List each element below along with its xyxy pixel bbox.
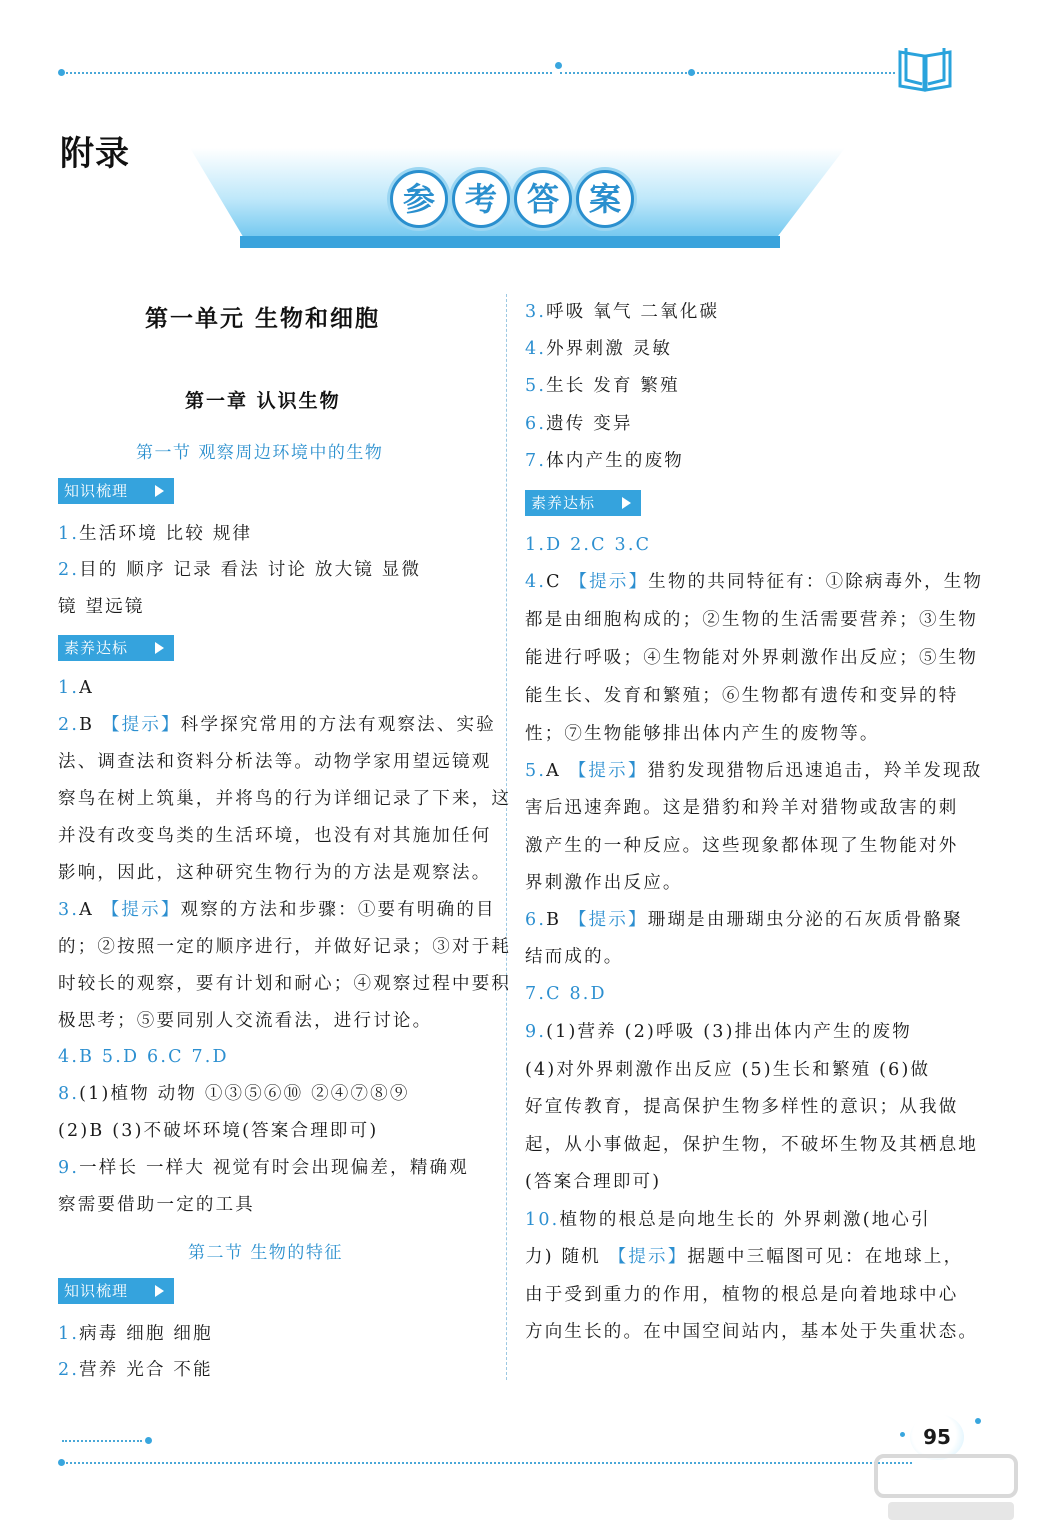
answer-text: 影响，因此，这种研究生物行为的方法是观察法。 — [58, 863, 492, 883]
answer-text: 病毒 细胞 细胞 — [79, 1324, 213, 1344]
arrow-right-icon — [155, 642, 164, 654]
item-number: 7. — [525, 451, 547, 471]
section-title: 第一节 观察周边环境中的生物 — [136, 443, 384, 463]
answer-text: 科学探究常用的方法有观察法、实验 — [180, 715, 496, 735]
banner-char: 考 — [452, 170, 510, 228]
item-number: 10. — [525, 1210, 560, 1230]
hint-label: 【提示】 — [101, 900, 181, 920]
item-number: 2. — [58, 1360, 80, 1380]
answer-line — [525, 300, 719, 324]
banner-title — [390, 170, 634, 228]
answer-line — [58, 1156, 469, 1180]
answer-text: 一样长 一样大 视觉有时会出现偏差，精确观 — [79, 1158, 469, 1178]
answer-text: 由于受到重力的作用，植物的根总是向着地球中心 — [525, 1285, 959, 1305]
answer-line — [58, 898, 496, 922]
item-number: 1. — [58, 678, 80, 698]
answer-line — [525, 1020, 912, 1044]
chapter-title: 第一章 认识生物 — [185, 390, 341, 412]
answer-line — [58, 824, 491, 848]
item-number: 2. — [58, 715, 80, 735]
answer-line — [58, 676, 94, 700]
item-number: 1. — [58, 524, 80, 544]
item-number: 4. — [525, 339, 547, 359]
tag-label: 知识梳理 — [64, 1282, 129, 1300]
answer-line — [58, 787, 511, 811]
answer-text: 生长 发育 繁殖 — [546, 376, 680, 396]
answer-line — [58, 713, 496, 737]
answer-text: (4)对外界刺激作出反应 (5)生长和繁殖 (6)做 — [525, 1060, 931, 1080]
open-book-icon — [896, 44, 954, 92]
answer-line — [525, 1058, 930, 1082]
tag-label: 知识梳理 — [64, 482, 129, 500]
hint-label: 【提示】 — [608, 1247, 688, 1267]
answer-text: 好宣传教育，提高保护生物多样性的意识；从我做 — [525, 1097, 959, 1117]
answer-text: 镜 望远镜 — [58, 597, 145, 617]
footer-dotted-line — [62, 1462, 912, 1464]
arrow-right-icon — [155, 1285, 164, 1297]
watermark-logo-icon — [868, 1448, 1028, 1528]
tag-label: 素养达标 — [64, 639, 129, 657]
answer-text: 观察的方法和步骤：①要有明确的目 — [180, 900, 496, 920]
answer-line: 1.D 2.C 3.C — [525, 535, 652, 555]
answer-line — [58, 1193, 255, 1217]
answer-text: B — [546, 910, 569, 930]
answer-line — [525, 449, 684, 473]
answer-line: 7.C 8.D — [525, 984, 607, 1004]
header-dot — [58, 69, 65, 76]
answer-text: 目的 顺序 记录 看法 讨论 放大镜 显微 — [79, 560, 422, 580]
page-number: 95 — [910, 1414, 964, 1460]
answer-line — [525, 871, 683, 895]
header-dot — [688, 69, 695, 76]
answer-line — [525, 1170, 661, 1194]
answer-text: (1)营养 (2)呼吸 (3)排出体内产生的废物 — [546, 1022, 912, 1042]
answer-text: 体内产生的废物 — [546, 451, 685, 471]
item-number: 4. — [525, 572, 547, 592]
answer-text: 害后迅速奔跑。这是猎豹和羚羊对猎物或敌害的刺 — [525, 798, 959, 818]
tag-label: 素养达标 — [531, 494, 596, 512]
answer-text: 生活环境 比较 规律 — [79, 524, 253, 544]
footer-dot — [145, 1437, 152, 1444]
answer-text: 植物的根总是向地生长的 外界刺激(地心引 — [559, 1210, 931, 1230]
answer-text: 的；②按照一定的顺序进行，并做好记录；③对于耗 — [58, 937, 512, 957]
answer-text: 呼吸 氧气 二氧化碳 — [546, 302, 720, 322]
answer-text: A — [79, 678, 94, 698]
answer-line — [525, 412, 633, 436]
answer-line — [58, 1119, 378, 1143]
answer-line — [525, 646, 978, 670]
hint-label: 【提示】 — [568, 910, 648, 930]
item-number: 6. — [525, 414, 547, 434]
banner-char: 答 — [514, 170, 572, 228]
item-number: 3. — [58, 900, 80, 920]
answer-text: 时较长的观察，要有计划和耐心；④观察过程中要积 — [58, 974, 512, 994]
answer-text: (答案合理即可) — [525, 1172, 662, 1192]
answer-line — [58, 935, 511, 959]
answer-line — [58, 1358, 213, 1382]
item-number: 6. — [525, 910, 547, 930]
answer-line — [525, 608, 978, 632]
answer-line — [58, 861, 491, 885]
answer-line — [525, 1208, 931, 1232]
answer-text: 法、调查法和资料分析法等。动物学家用望远镜观 — [58, 752, 492, 772]
arrow-right-icon — [622, 497, 631, 509]
footer-dot — [58, 1459, 65, 1466]
answer-line — [525, 374, 680, 398]
answer-line — [58, 1322, 213, 1346]
answer-text: 外界刺激 灵敏 — [546, 339, 673, 359]
answer-text: 营养 光合 不能 — [79, 1360, 213, 1380]
item-number: 5. — [525, 376, 547, 396]
answer-text: 猎豹发现猎物后迅速追击，羚羊发现敌 — [647, 761, 983, 781]
answer-text: 察需要借助一定的工具 — [58, 1195, 255, 1215]
answer-text: 方向生长的。在中国空间站内，基本处于失重状态。 — [525, 1322, 979, 1342]
answer-line — [525, 759, 982, 783]
section-title: 第二节 生物的特征 — [188, 1243, 343, 1263]
literacy-tag — [58, 635, 174, 661]
item-number: 8. — [58, 1084, 80, 1104]
item-number: 9. — [525, 1022, 547, 1042]
answer-text: 察鸟在树上筑巢，并将鸟的行为详细记录了下来，这 — [58, 789, 512, 809]
header-dotted-line-right — [560, 72, 895, 74]
item-number: 5. — [525, 761, 547, 781]
item-number: 3. — [525, 302, 547, 322]
answer-text: 遗传 变异 — [546, 414, 633, 434]
literacy-tag — [525, 490, 641, 516]
footer-dot — [975, 1418, 981, 1424]
footer-dotted-line — [62, 1440, 142, 1442]
appendix-label: 附录 — [60, 134, 130, 174]
hint-label: 【提示】 — [568, 761, 648, 781]
answer-text: C — [546, 572, 570, 592]
answer-text: 珊瑚是由珊瑚虫分泌的石灰质骨骼聚 — [647, 910, 963, 930]
arrow-right-icon — [155, 485, 164, 497]
answer-text: 起，从小事做起，保护生物，不破坏生物及其栖息地 — [525, 1135, 979, 1155]
answer-text: 据题中三幅图可见：在地球上， — [687, 1247, 964, 1267]
answer-line — [58, 522, 252, 546]
answer-line — [58, 750, 491, 774]
answer-line — [525, 1245, 963, 1269]
answer-line — [525, 1320, 978, 1344]
answer-text: B — [79, 715, 102, 735]
unit-title: 第一单元 生物和细胞 — [145, 306, 381, 332]
answer-text: 能生长、发育和繁殖；⑥生物都有遗传和变异的特 — [525, 686, 959, 706]
answer-line — [525, 834, 958, 858]
answer-text: 结而成的。 — [525, 947, 624, 967]
banner-char: 参 — [390, 170, 448, 228]
answer-line — [525, 1095, 958, 1119]
knowledge-tag — [58, 478, 174, 504]
answer-text: 都是由细胞构成的；②生物的生活需要营养；③生物 — [525, 610, 979, 630]
answer-line — [58, 1082, 410, 1106]
answer-text: 激产生的一种反应。这些现象都体现了生物能对外 — [525, 836, 959, 856]
hint-label: 【提示】 — [569, 572, 649, 592]
answer-line — [58, 972, 511, 996]
header-dotted-line — [62, 72, 552, 74]
answer-line — [58, 595, 145, 619]
answer-line — [525, 945, 624, 969]
answer-line — [525, 684, 958, 708]
item-number: 2. — [58, 560, 80, 580]
answer-text: A — [546, 761, 569, 781]
header-dot — [555, 62, 562, 69]
answer-line — [525, 1283, 958, 1307]
answer-line — [525, 570, 983, 594]
answer-text: (1)植物 动物 ①③⑤⑥⑩ ②④⑦⑧⑨ — [79, 1084, 410, 1104]
answer-text: 界刺激作出反应。 — [525, 873, 683, 893]
knowledge-tag — [58, 1278, 174, 1304]
answer-text: 性；⑦生物能够排出体内产生的废物等。 — [525, 724, 880, 744]
banner-char: 案 — [576, 170, 634, 228]
answer-line — [525, 796, 958, 820]
answer-text: (2)B (3)不破坏环境(答案合理即可) — [58, 1121, 379, 1141]
answer-line — [58, 1009, 432, 1033]
answer-line — [525, 337, 672, 361]
answer-text: 力) 随机 — [525, 1247, 609, 1267]
answer-text: A — [79, 900, 102, 920]
answer-text: 极思考；⑤要同别人交流看法，进行讨论。 — [58, 1011, 433, 1031]
answer-line — [525, 722, 880, 746]
hint-label: 【提示】 — [101, 715, 181, 735]
item-number: 9. — [58, 1158, 80, 1178]
footer-dot — [900, 1432, 905, 1437]
answer-text: 并没有改变鸟类的生活环境，也没有对其施加任何 — [58, 826, 492, 846]
answer-line — [58, 558, 421, 582]
answer-line: 4.B 5.D 6.C 7.D — [58, 1047, 229, 1067]
answer-line — [525, 1133, 978, 1157]
item-number: 1. — [58, 1324, 80, 1344]
answer-text: 能进行呼吸；④生物能对外界刺激作出反应；⑤生物 — [525, 648, 979, 668]
answer-line — [525, 908, 963, 932]
answer-text: 生物的共同特征有：①除病毒外，生物 — [648, 572, 984, 592]
column-divider — [506, 294, 507, 1380]
